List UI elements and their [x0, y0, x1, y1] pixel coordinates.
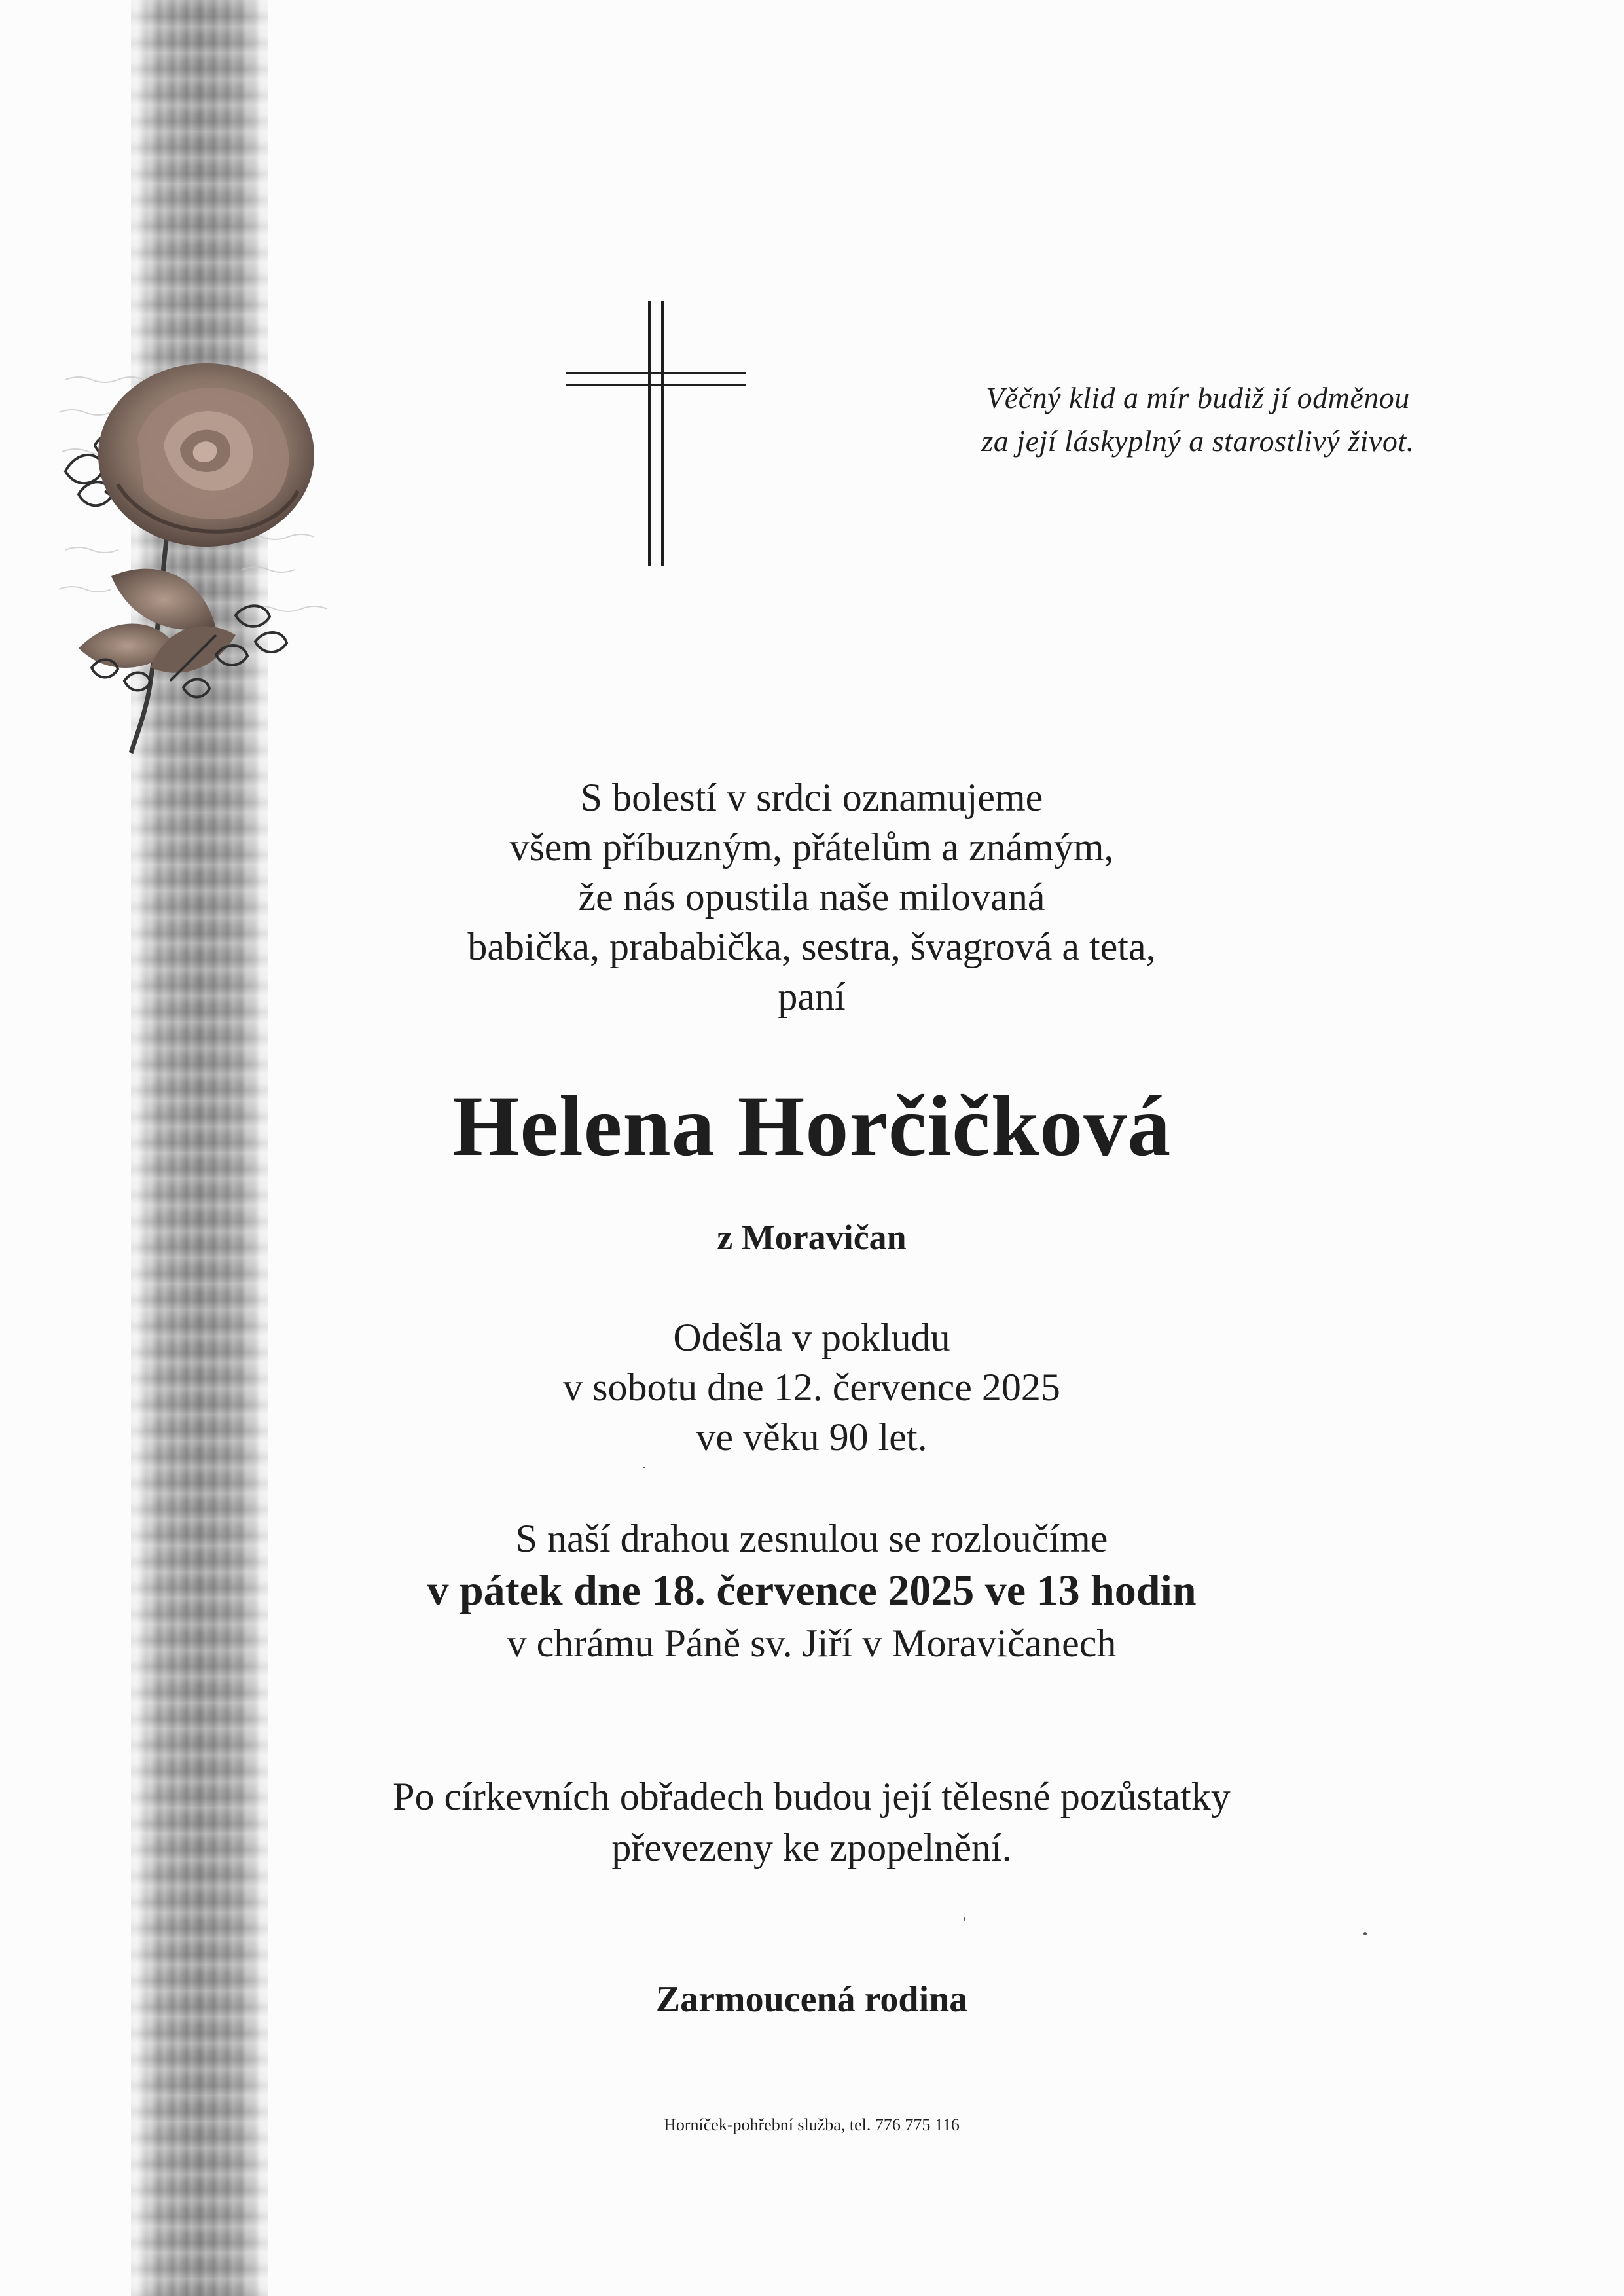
- motto: [903, 376, 1492, 463]
- announcement-line: S bolestí v srdci oznamujeme: [580, 776, 1043, 819]
- announcement-line: že nás opustila naše milovaná: [578, 875, 1045, 919]
- announcement-line: všem příbuzným, přátelům a známým,: [509, 826, 1114, 869]
- announcement-line: babička, prababička, sestra, švagrová a teta,: [467, 925, 1156, 968]
- signature: Zarmoucená rodina: [655, 1979, 968, 2020]
- footer-funeral-service: Horníček-pohřební služba, tel. 776 775 116: [664, 2115, 960, 2134]
- farewell-info: [288, 1512, 1335, 1669]
- farewell-intro: S naší drahou zesnulou se rozloučíme: [515, 1517, 1108, 1560]
- passing-line: ve věku 90 let.: [696, 1415, 928, 1459]
- cross-icon: [566, 301, 746, 566]
- scan-speck: [1363, 1932, 1367, 1935]
- farewell-place: v chrámu Páně sv. Jiří v Moravičanech: [507, 1622, 1117, 1665]
- motto-line: za její láskyplný a starostlivý život.: [981, 424, 1415, 458]
- deceased-name: Helena Horčičková: [452, 1078, 1172, 1174]
- farewell-date-time: v pátek dne 18. července 2025 ve 13 hodin: [427, 1567, 1197, 1614]
- deceased-origin: z Moravičan: [717, 1218, 907, 1257]
- announcement-line: paní: [778, 975, 846, 1018]
- after-ceremony: [288, 1771, 1335, 1873]
- after-ceremony-line: Po církevních obřadech budou její tělesné pozůstatky: [393, 1775, 1231, 1818]
- announcement: [288, 773, 1335, 1021]
- passing-line: v sobotu dne 12. července 2025: [563, 1366, 1060, 1409]
- passing-info: [288, 1313, 1335, 1462]
- scan-speck: [643, 1467, 645, 1468]
- rose-icon: [39, 340, 380, 759]
- motto-line: Věčný klid a mír budiž jí odměnou: [986, 381, 1410, 414]
- passing-line: Odešla v pokludu: [673, 1316, 950, 1359]
- after-ceremony-line: převezeny ke zpopelnění.: [611, 1826, 1012, 1869]
- scan-speck: [964, 1917, 965, 1921]
